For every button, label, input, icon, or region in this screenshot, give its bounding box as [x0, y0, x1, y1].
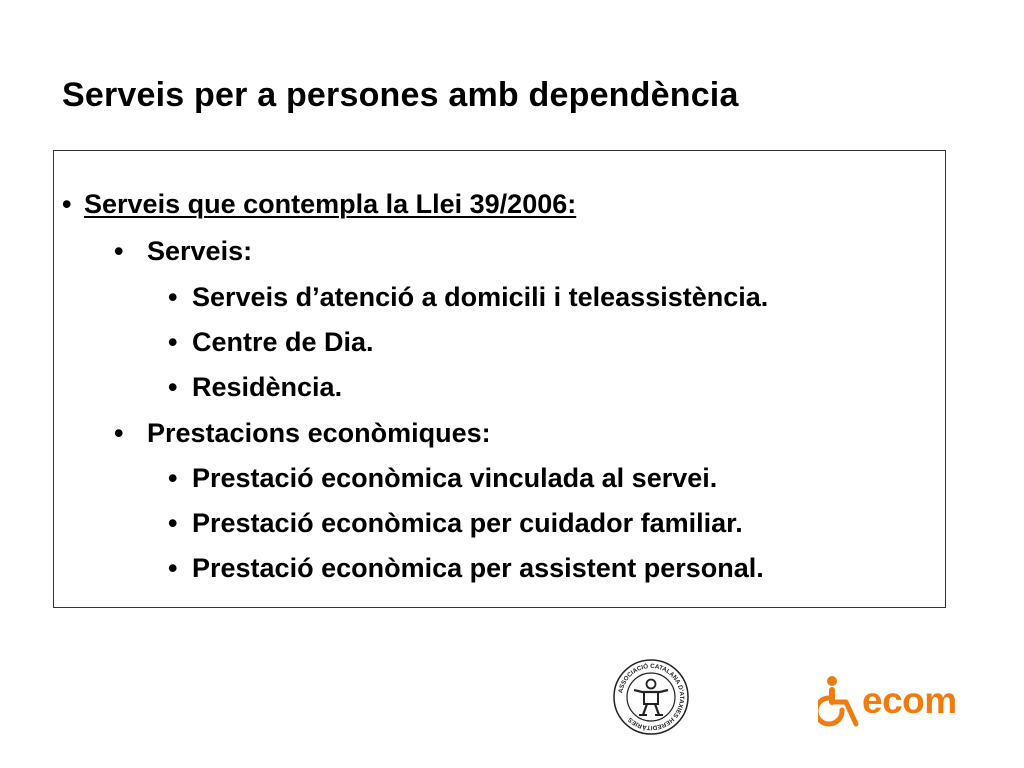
heading-item: [62, 188, 576, 220]
heading-text: Serveis que contempla la Llei 39/2006:: [84, 189, 577, 219]
list-item-serveis: [114, 235, 252, 267]
ecom-logo: [818, 672, 978, 732]
list-item-label: Prestació econòmica vinculada al servei.: [192, 463, 718, 493]
list-item-domicili: [168, 281, 768, 313]
list-item-residencia: [168, 371, 342, 403]
bullet-icon: •: [114, 418, 124, 448]
list-item-label: Centre de Dia.: [192, 327, 374, 357]
bullet-icon: •: [168, 327, 178, 357]
bullet-icon: •: [168, 372, 178, 402]
seal-text: ASSOCIACIÓ CATALANA D'ATAXIES HEREDITÀRIES: [617, 662, 686, 732]
bullet-icon: •: [168, 463, 178, 493]
ecom-logo-text: ecom: [862, 680, 957, 721]
wheelchair-user-icon: [818, 672, 868, 732]
list-item-label: Serveis d’atenció a domicili i teleassistència.: [192, 282, 769, 312]
list-item-label: Serveis:: [147, 236, 253, 266]
association-seal-logo: [612, 658, 690, 736]
list-item-centre-dia: [168, 326, 374, 358]
slide-title: Serveis per a persones amb dependència: [62, 76, 739, 114]
bullet-icon: •: [62, 189, 72, 219]
list-item-assistent: [168, 552, 764, 584]
list-item-vinculada: [168, 462, 717, 494]
bullet-icon: •: [114, 236, 124, 266]
list-item-label: Prestacions econòmiques:: [147, 418, 491, 448]
content-box: [53, 150, 946, 608]
list-item-label: Prestació econòmica per assistent personal.: [192, 553, 764, 583]
list-item-cuidador: [168, 507, 743, 539]
list-item-prestacions: [114, 417, 491, 449]
list-item-label: Prestació econòmica per cuidador familiar.: [192, 508, 743, 538]
list-item-label: Residència.: [192, 372, 343, 402]
bullet-icon: •: [168, 553, 178, 583]
bullet-icon: •: [168, 282, 178, 312]
bullet-icon: •: [168, 508, 178, 538]
